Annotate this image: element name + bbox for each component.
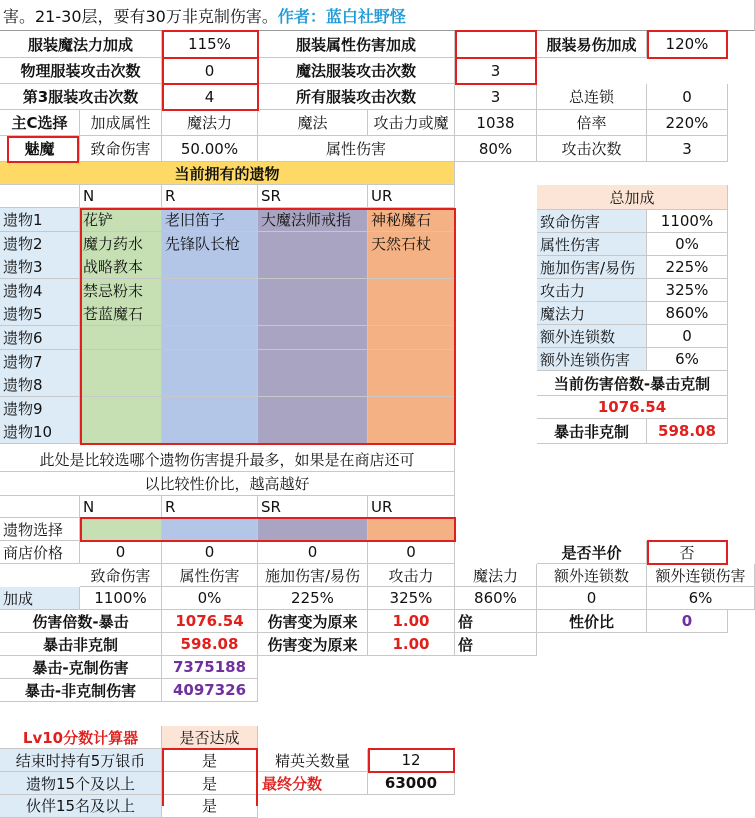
total-row-value: 225% <box>647 256 728 279</box>
relics-title: 当前拥有的遗物 <box>0 162 455 185</box>
value-ratio-value: 0 <box>647 610 728 633</box>
relic-cell-ur[interactable] <box>368 279 455 303</box>
total-title: 总加成 <box>537 185 728 210</box>
shop-price-r[interactable]: 0 <box>162 541 258 564</box>
lv10-title: Lv10分数计算器 <box>0 726 162 749</box>
bonus-header: 攻击力 <box>368 564 455 587</box>
relic-cell-n[interactable]: 苍蓝魔石 <box>80 302 162 326</box>
relic-cell-n[interactable] <box>80 326 162 350</box>
change-label-2: 伤害变为原来 <box>258 633 368 656</box>
relic-row-label: 遗物4 <box>0 279 80 303</box>
elite-value[interactable]: 12 <box>368 749 455 772</box>
chain-label: 总连锁 <box>537 84 647 110</box>
total-row-value: 325% <box>647 279 728 302</box>
partner-label: 伙伴15名及以上 <box>0 795 162 818</box>
bonus-value: 225% <box>258 587 368 610</box>
relic-select-n[interactable] <box>80 518 162 541</box>
change-value-1: 1.00 <box>368 610 455 633</box>
half-price-label: 是否半价 <box>537 541 647 564</box>
noncounter-label: 暴击非克制 <box>0 633 162 656</box>
bonus-header: 额外连锁伤害 <box>647 564 755 587</box>
relic-row-label: 遗物5 <box>0 302 80 326</box>
relic-cell-n[interactable] <box>80 373 162 397</box>
relic15-label: 遗物15个及以上 <box>0 772 162 795</box>
bonus-header: 致命伤害 <box>80 564 162 587</box>
intro-row <box>0 0 755 31</box>
compare-note-line2: 以比较性价比，越高越好 <box>0 472 455 496</box>
elite-label: 精英关数量 <box>258 749 368 772</box>
total-row-value: 0% <box>647 233 728 256</box>
compare-col-r: R <box>162 496 258 518</box>
compare-col-sr: SR <box>258 496 368 518</box>
crit-value[interactable]: 50.00% <box>162 136 258 162</box>
crit-counter-label: 伤害倍数-暴击 <box>0 610 162 633</box>
silver-label: 结束时持有5万银币 <box>0 749 162 772</box>
change-label-1: 伤害变为原来 <box>258 610 368 633</box>
relic-cell-n[interactable]: 战略教本 <box>80 255 162 279</box>
vuln-bonus-value[interactable]: 120% <box>647 31 728 58</box>
noncounter-dmg-value: 4097326 <box>162 679 258 702</box>
relics-corner <box>0 185 80 208</box>
shop-price-n[interactable]: 0 <box>80 541 162 564</box>
elem-label: 属性伤害 <box>258 136 455 162</box>
relic-cell-r[interactable] <box>162 420 258 444</box>
relic-row-label: 遗物7 <box>0 350 80 374</box>
counter-dmg-label: 暴击-克制伤害 <box>0 656 162 679</box>
total-row-value: 6% <box>647 348 728 371</box>
relic-cell-n[interactable]: 魔力药水 <box>80 232 162 256</box>
relic-cell-ur[interactable] <box>368 397 455 421</box>
relic-row-label: 遗物2 <box>0 232 80 256</box>
compare-corner <box>0 496 80 518</box>
relic-row-label: 遗物9 <box>0 397 80 421</box>
third-hits-value[interactable]: 4 <box>162 84 258 110</box>
relic-cell-r[interactable] <box>162 397 258 421</box>
relic-cell-ur[interactable] <box>368 302 455 326</box>
bonus-value: 325% <box>368 587 455 610</box>
bonus-header: 施加伤害/易伤 <box>258 564 368 587</box>
bonus-header: 魔法力 <box>455 564 537 587</box>
mag-bonus-value[interactable]: 115% <box>162 31 258 58</box>
character-name[interactable]: 魅魔 <box>0 136 80 162</box>
intro-text: 害。21-30层，要有30万非克制伤害。 <box>3 6 278 26</box>
relic-row-label: 遗物10 <box>0 420 80 444</box>
total-row-label: 魔法力 <box>537 302 647 325</box>
relic-cell-ur[interactable] <box>368 326 455 350</box>
total-row-value: 1100% <box>647 210 728 233</box>
bonus-value: 1100% <box>80 587 162 610</box>
phys-hits-label: 物理服装攻击次数 <box>0 58 162 84</box>
atk-or-mag-label: 攻击力或魔 <box>368 110 455 136</box>
relics-col-n: N <box>80 185 162 208</box>
bonus-value: 0% <box>162 587 258 610</box>
counter-dmg-value: 7375188 <box>162 656 258 679</box>
change-value-2: 1.00 <box>368 633 455 656</box>
relic15-value[interactable]: 是 <box>162 772 258 795</box>
total-row-value: 860% <box>647 302 728 325</box>
relic-row-label: 遗物6 <box>0 326 80 350</box>
relic-row-label: 遗物3 <box>0 255 80 279</box>
relic-cell-ur[interactable] <box>368 420 455 444</box>
hits-value: 3 <box>647 136 728 162</box>
relic-select-sr[interactable] <box>258 518 368 541</box>
relic-cell-sr[interactable] <box>258 232 368 256</box>
relic-cell-sr[interactable] <box>258 279 368 303</box>
relics-col-sr: SR <box>258 185 368 208</box>
total-row-label: 属性伤害 <box>537 233 647 256</box>
bonus-value: 6% <box>647 587 755 610</box>
relic-row-label: 遗物1 <box>0 208 80 232</box>
third-hits-label: 第3服装攻击次数 <box>0 84 162 110</box>
times-label-1: 倍 <box>455 610 537 633</box>
relics-col-r: R <box>162 185 258 208</box>
total-row-label: 额外连锁数 <box>537 325 647 348</box>
relic-cell-r[interactable]: 先锋队长枪 <box>162 232 258 256</box>
shop-price-label: 商店价格 <box>0 541 80 564</box>
current-dmg-value: 1076.54 <box>537 396 728 419</box>
lv10-reached-label: 是否达成 <box>162 726 258 749</box>
bonus-attr-label: 加成属性 <box>80 110 162 136</box>
compare-col-ur: UR <box>368 496 455 518</box>
relic-cell-r[interactable] <box>162 279 258 303</box>
rate-value[interactable]: 220% <box>647 110 728 136</box>
relic-cell-sr[interactable] <box>258 397 368 421</box>
attr-bonus-label: 服装属性伤害加成 <box>258 31 455 58</box>
partner-value[interactable]: 是 <box>162 795 258 818</box>
relic-cell-r[interactable] <box>162 326 258 350</box>
half-price-value[interactable]: 否 <box>647 541 728 564</box>
relic-row-label: 遗物8 <box>0 373 80 397</box>
relic-cell-n[interactable]: 禁忌粉末 <box>80 279 162 303</box>
relic-select-ur[interactable] <box>368 518 455 541</box>
mag-bonus-label: 服装魔法力加成 <box>0 31 162 58</box>
relic-cell-ur[interactable]: 天然石杖 <box>368 232 455 256</box>
final-score-label: 最终分数 <box>258 772 368 795</box>
damage-type: 魔法 <box>258 110 368 136</box>
relic-cell-n[interactable] <box>80 350 162 374</box>
relic-cell-sr[interactable] <box>258 350 368 374</box>
relic-cell-sr[interactable] <box>258 326 368 350</box>
bonus-value: 860% <box>455 587 537 610</box>
total-row-value: 0 <box>647 325 728 348</box>
all-hits-label: 所有服装攻击次数 <box>258 84 455 110</box>
magic-hits-value[interactable]: 3 <box>455 58 537 84</box>
bonus-header: 额外连锁数 <box>537 564 647 587</box>
relic-cell-ur[interactable]: 神秘魔石 <box>368 208 455 232</box>
relic-cell-n[interactable] <box>80 420 162 444</box>
shop-price-sr[interactable]: 0 <box>258 541 368 564</box>
total-noncounter-value: 598.08 <box>647 419 728 444</box>
total-row-label: 致命伤害 <box>537 210 647 233</box>
all-hits-value: 3 <box>455 84 537 110</box>
relic-cell-sr[interactable] <box>258 420 368 444</box>
rate-label: 倍率 <box>537 110 647 136</box>
silver-value[interactable]: 是 <box>162 749 258 772</box>
total-row-label: 攻击力 <box>537 279 647 302</box>
relic-cell-r[interactable] <box>162 255 258 279</box>
mainc-label: 主C选择 <box>0 110 80 136</box>
times-label-2: 倍 <box>455 633 537 656</box>
hits-label: 攻击次数 <box>537 136 647 162</box>
relic-cell-sr[interactable] <box>258 255 368 279</box>
relic-select-r[interactable] <box>162 518 258 541</box>
relic-cell-ur[interactable] <box>368 255 455 279</box>
author-label: 作者：蓝白社野怪 <box>277 6 406 26</box>
noncounter-value: 598.08 <box>162 633 258 656</box>
magic-hits-label: 魔法服装攻击次数 <box>258 58 455 84</box>
total-row-label: 施加伤害/易伤 <box>537 256 647 279</box>
vuln-bonus-label: 服装易伤加成 <box>537 31 647 58</box>
bonus-attr-value[interactable]: 魔法力 <box>162 110 258 136</box>
noncounter-dmg-label: 暴击-非克制伤害 <box>0 679 162 702</box>
bonus-value: 0 <box>537 587 647 610</box>
atk-value[interactable]: 1038 <box>455 110 537 136</box>
relic-cell-r[interactable]: 老旧笛子 <box>162 208 258 232</box>
relic-cell-r[interactable] <box>162 302 258 326</box>
chain-value: 0 <box>647 84 728 110</box>
elem-value[interactable]: 80% <box>455 136 537 162</box>
relic-cell-r[interactable] <box>162 350 258 374</box>
compare-col-n: N <box>80 496 162 518</box>
relic-cell-ur[interactable] <box>368 373 455 397</box>
bonus-row-label: 加成 <box>0 587 80 610</box>
value-ratio-label: 性价比 <box>537 610 647 633</box>
relics-col-ur: UR <box>368 185 455 208</box>
crit-counter-value: 1076.54 <box>162 610 258 633</box>
relic-cell-sr[interactable] <box>258 302 368 326</box>
current-dmg-title: 当前伤害倍数-暴击克制 <box>537 371 728 396</box>
relic-cell-r[interactable] <box>162 373 258 397</box>
shop-price-ur[interactable]: 0 <box>368 541 455 564</box>
relic-select-label: 遗物选择 <box>0 518 80 541</box>
compare-note-line1: 此处是比较选哪个遗物伤害提升最多，如果是在商店还可 <box>0 448 455 472</box>
total-noncounter-label: 暴击非克制 <box>537 419 647 444</box>
crit-label: 致命伤害 <box>80 136 162 162</box>
attr-bonus-value[interactable] <box>455 31 537 58</box>
bonus-header: 属性伤害 <box>162 564 258 587</box>
relic-cell-sr[interactable]: 大魔法师戒指 <box>258 208 368 232</box>
phys-hits-value[interactable]: 0 <box>162 58 258 84</box>
relic-cell-sr[interactable] <box>258 373 368 397</box>
relic-cell-n[interactable] <box>80 397 162 421</box>
relic-cell-ur[interactable] <box>368 350 455 374</box>
final-score-value: 63000 <box>368 772 455 795</box>
relic-cell-n[interactable]: 花铲 <box>80 208 162 232</box>
total-row-label: 额外连锁伤害 <box>537 348 647 371</box>
